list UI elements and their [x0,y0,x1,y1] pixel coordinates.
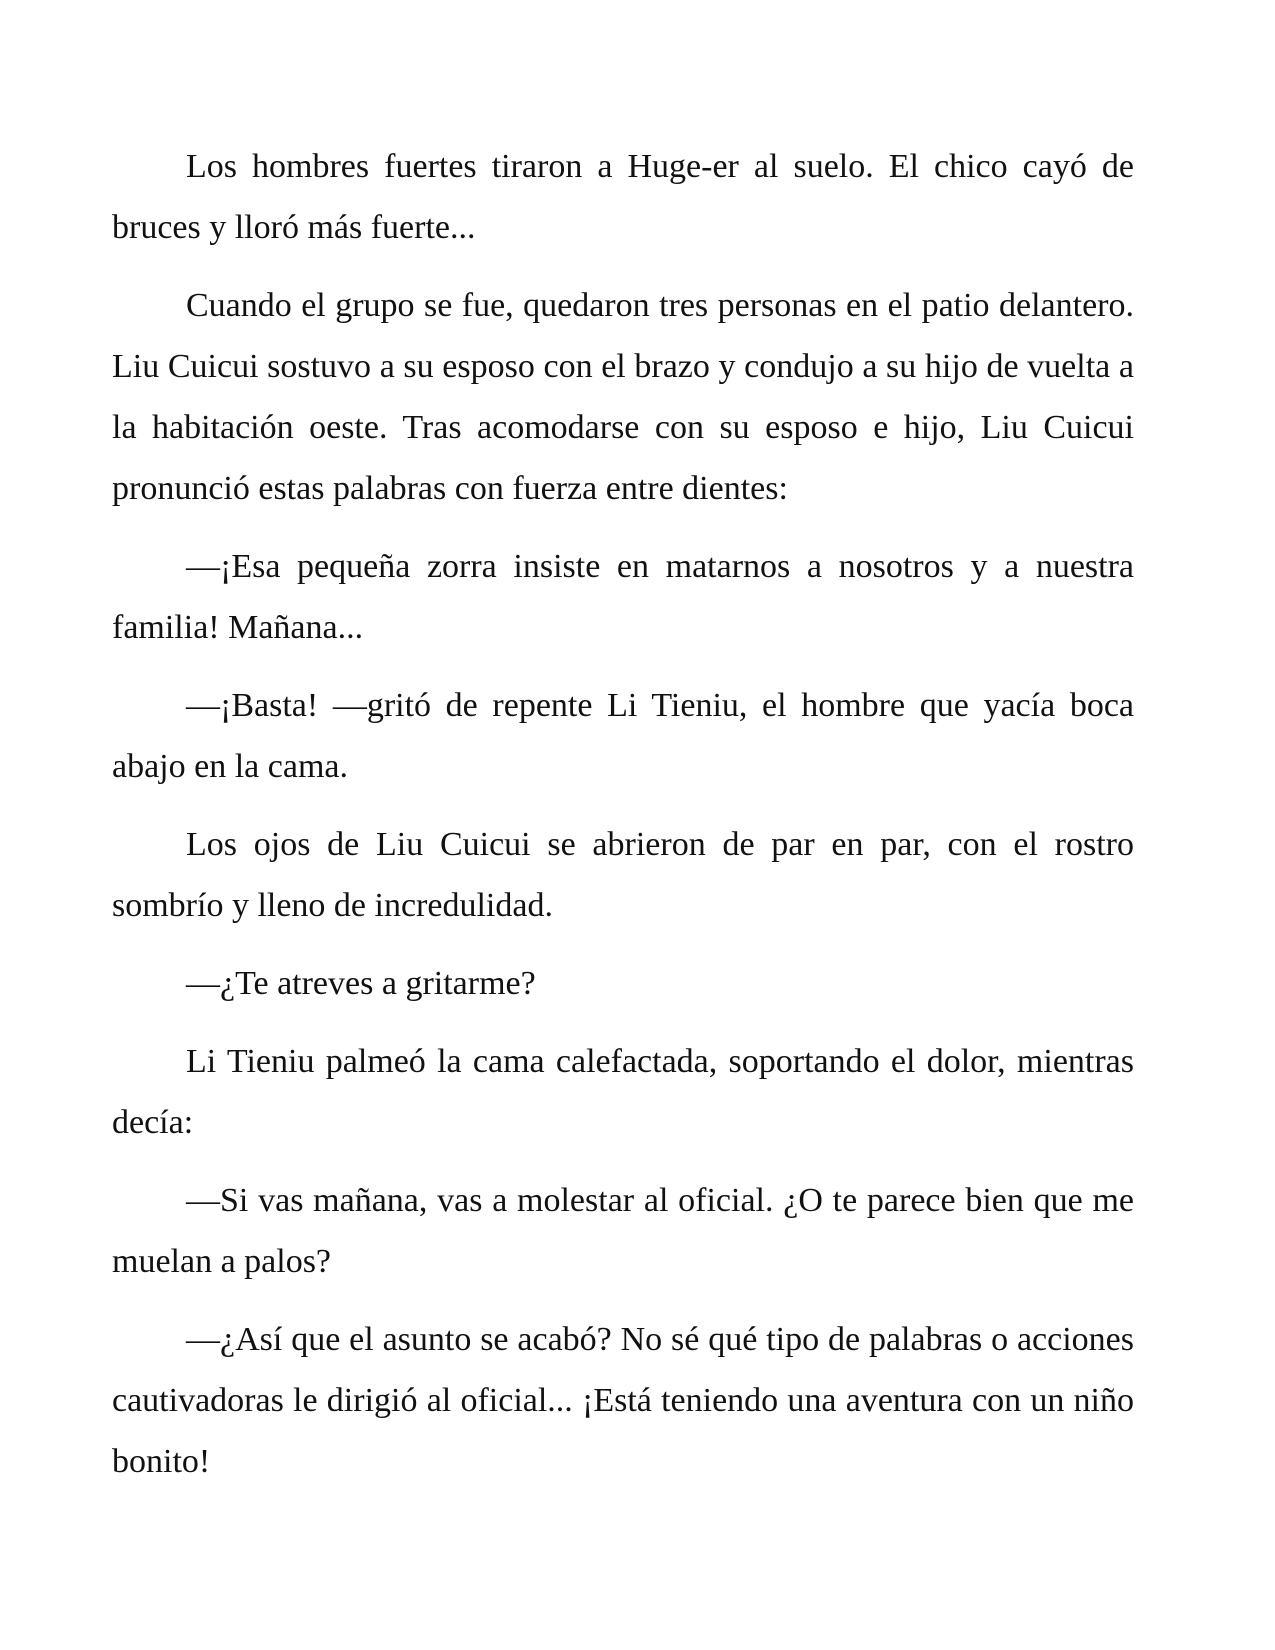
paragraph: Los hombres fuertes tiraron a Huge-er al suelo. El chico cayó de bruces y lloró más fuerte... [112,148,1134,246]
paragraph: —¡Basta! —gritó de repente Li Tieniu, el hombre que yacía boca abajo en la cama. [112,687,1134,785]
paragraph: —¡Esa pequeña zorra insiste en matarnos a nosotros y a nuestra familia! Mañana... [112,548,1134,646]
paragraph: Cuando el grupo se fue, quedaron tres personas en el patio delantero. Liu Cuicui sostuvo a su esposo con el brazo y condujo a su hijo de vuelta a la habitación oeste. Tras acomodarse con su esposo e hijo, Liu Cuicui pronunció estas palabras con fuerza entre dientes: [112,287,1134,507]
document-page [112,136,1134,1509]
paragraph: —¿Así que el asunto se acabó? No sé qué tipo de palabras o acciones cautivadoras le dirigió al oficial... ¡Está teniendo una aventura con un niño bonito! [112,1321,1134,1480]
paragraph: Los ojos de Liu Cuicui se abrieron de par en par, con el rostro sombrío y lleno de incredulidad. [112,826,1134,924]
paragraph: —¿Te atreves a gritarme? [186,965,536,1002]
paragraph: Li Tieniu palmeó la cama calefactada, soportando el dolor, mientras decía: [112,1043,1134,1141]
paragraph: —Si vas mañana, vas a molestar al oficial. ¿O te parece bien que me muelan a palos? [112,1182,1134,1280]
